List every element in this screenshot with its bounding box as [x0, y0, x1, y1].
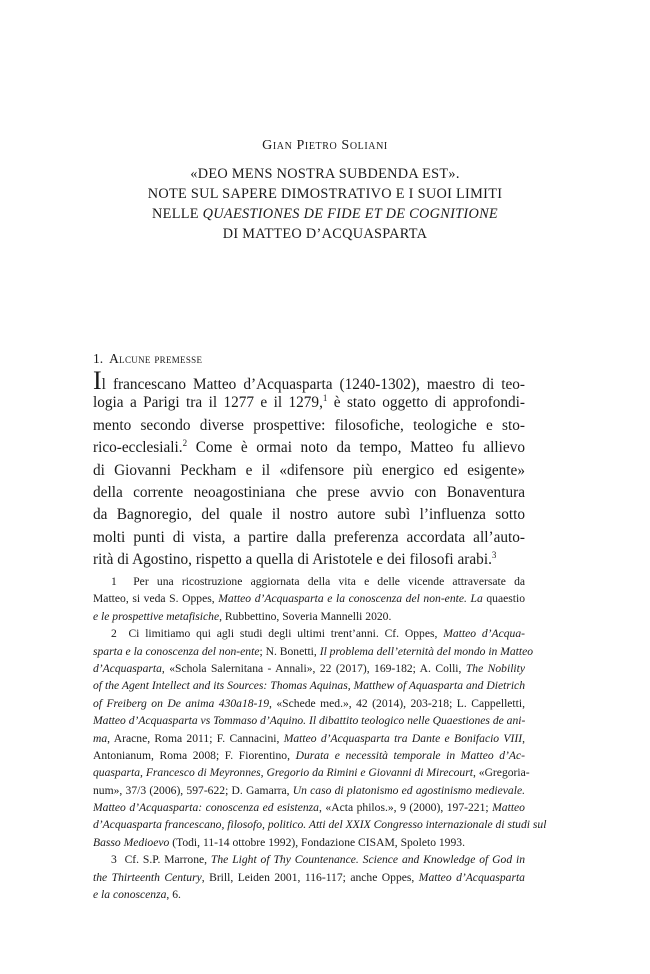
footnote-line	[93, 590, 525, 607]
body-line-text: rico-ecclesiali.	[93, 439, 183, 457]
footnote-italic: e la conoscenza	[93, 888, 167, 902]
footnote-line	[93, 869, 525, 886]
body-line: da Bagnoregio, del quale il nostro autore subì l’influenza sotto	[93, 506, 525, 524]
footnote-italic: Matteo d’Acqua-	[443, 627, 526, 641]
body-paragraph	[93, 366, 525, 572]
footnote-italic: d’Acquasparta	[93, 661, 162, 675]
footnote-italic: Matteo d’Acquasparta e la conoscenza del non-ente. La	[218, 592, 483, 606]
footnote-italic: ma	[93, 731, 108, 745]
section-heading	[93, 350, 202, 367]
footnote-italic: the Thirteenth Century	[93, 870, 202, 884]
footnote-italic: Un caso di platonismo ed agostinismo medievale.	[292, 783, 525, 797]
section-title: Alcune premesse	[109, 351, 203, 366]
body-line-text: rità di Agostino, rispetto a quella di Aristotele e dei filosofi arabi.	[93, 551, 492, 569]
footnote-text: , 6.	[166, 888, 181, 902]
footnote-number: 1	[111, 575, 117, 588]
title-line-1: «DEO MENS NOSTRA SUBDENDA EST».	[190, 166, 460, 182]
footnote-2	[93, 625, 525, 642]
footnote-1	[93, 573, 525, 590]
footnote-ref-1[interactable]: 1	[322, 393, 328, 404]
body-line-text: l francescano Matteo d’Acquasparta (1240-1302), maestro di teo-	[101, 376, 525, 393]
footnote-text: , «Schede med.», 42 (2014), 203-218; L. Cappelletti,	[269, 696, 525, 710]
body-line-text: logia a Parigi tra il 1277 e il 1279,	[93, 394, 323, 412]
section-number: 1.	[93, 351, 104, 366]
title-line-3	[0, 204, 650, 224]
body-line-text: Come è ormai noto da tempo, Matteo fu allievo	[195, 439, 525, 457]
footnote-text: ,	[522, 731, 525, 745]
body-line	[93, 366, 525, 395]
footnote-line	[93, 608, 525, 625]
footnote-line	[93, 730, 525, 747]
footnote-italic: sparta e la conoscenza del non-ente	[93, 644, 260, 658]
body-line: della corrente neoagostiniana che prese avvio con Bonaventura	[93, 483, 525, 501]
body-line	[93, 549, 525, 571]
footnote-line	[93, 816, 547, 833]
footnote-text: , Brill, Leiden 2001, 116-117; anche Oppes,	[201, 870, 419, 884]
footnote-italic: Matteo d’Acquasparta	[418, 870, 525, 884]
footnote-text: Antonianum, Roma 2008; F. Fiorentino,	[93, 748, 296, 762]
footnote-line	[93, 695, 525, 712]
body-line	[93, 437, 525, 459]
footnote-line	[93, 677, 525, 694]
footnote-italic: d’Acquasparta francescano, filosofo, politico. Atti del XXIX Congresso internazionale di studi sul	[93, 818, 547, 832]
body-line: mento secondo diverse prospettive: filosofiche, teologiche e sto-	[93, 416, 525, 434]
footnote-text: (Todi, 11-14 ottobre 1992), Fondazione CISAM, Spoleto 1993.	[169, 835, 465, 849]
footnote-text: Matteo, si veda S. Oppes,	[93, 592, 219, 606]
footnote-italic: Matteo d’Acquasparta: conoscenza ed esistenza	[93, 801, 319, 815]
footnote-italic: of Freiberg on De anima 430a18-19	[93, 696, 270, 710]
footnote-italic: Basso Medioevo	[93, 835, 170, 849]
footnote-3	[93, 851, 525, 868]
footnote-text: , «Gregoria-	[472, 766, 530, 780]
footnote-italic: quasparta, Francesco di Meyronnes, Gregorio da Rimini e Giovanni di Mirecourt	[93, 766, 473, 780]
footnote-text: , Rubbettino, Soveria Mannelli 2020.	[219, 609, 392, 623]
footnote-text: Ci limitiamo qui agli studi degli ultimi trent’anni. Cf. Oppes,	[128, 627, 444, 641]
title-line-3-prefix: NELLE	[152, 206, 203, 222]
footnote-italic: Il problema dell’eternità del mondo in Matteo	[319, 644, 534, 658]
footnote-line	[93, 834, 525, 851]
footnote-text: Cf. S.P. Marrone,	[124, 853, 211, 867]
footnote-line	[93, 799, 525, 816]
footnote-text: num», 37/3 (2006), 597-622; D. Gamarra,	[93, 783, 293, 797]
footnote-text: , «Acta philos.», 9 (2000), 197-221;	[318, 801, 493, 815]
footnote-italic: The Light of Thy Countenance. Science and Knowledge of God in	[210, 853, 526, 867]
footnote-text: , Aracne, Roma 2011; F. Cannacini,	[107, 731, 284, 745]
body-line: molti punti di vista, a partire dalla preferenza accordata all’auto-	[93, 528, 525, 546]
body-line-text: è stato oggetto di approfondi-	[333, 394, 525, 412]
title-line-2: NOTE SUL SAPERE DIMOSTRATIVO E I SUOI LIMITI	[147, 186, 503, 202]
footnote-number: 3	[111, 853, 117, 867]
title-line-3-italic: QUAESTIONES DE FIDE ET DE COGNITIONE	[202, 206, 498, 222]
footnote-italic: The Nobility	[465, 661, 525, 675]
footnote-italic: e le prospettive metafisiche	[93, 609, 220, 623]
body-line: di Giovanni Peckham e il «difensore più energico ed esigente»	[93, 461, 525, 479]
footnote-line	[93, 712, 525, 729]
footnote-italic: Matteo	[492, 801, 525, 815]
footnote-number: 2	[111, 627, 117, 641]
footnote-line	[93, 886, 525, 903]
footnote-text: Per una ricostruzione aggiornata della vita e delle vicende attraversate da	[133, 575, 526, 588]
footnote-line	[93, 764, 530, 781]
footnote-italic: Matteo d’Acquasparta tra Dante e Bonifacio VIII	[283, 731, 523, 745]
footnote-ref-3[interactable]: 3	[491, 550, 497, 561]
footnote-text: ; N. Bonetti,	[259, 644, 320, 658]
footnote-italic: Matteo d’Acquasparta vs Tommaso d’Aquino. Il dibattito teologico nelle Quaestiones de ani-	[93, 714, 526, 728]
body-line	[93, 392, 525, 414]
footnote-text: quaestio	[482, 592, 525, 606]
footnote-text: , «Schola Salernitana - Annali», 22 (2017), 169-182; A. Colli,	[161, 661, 466, 675]
drop-cap: I	[93, 366, 102, 395]
footnote-italic: of the Agent Intellect and its Sources: Thomas Aquinas, Matthew of Aquasparta and Dietrich	[93, 679, 525, 693]
author-name: Gian Pietro Soliani	[262, 138, 388, 153]
footnote-line	[93, 782, 525, 799]
footnote-line	[93, 643, 534, 660]
footnotes	[93, 573, 547, 903]
footnote-italic: Durata e necessità temporale in Matteo d’Ac-	[295, 748, 525, 762]
footnote-line	[93, 747, 525, 764]
article-title	[0, 164, 650, 244]
title-line-4: DI MATTEO D’ACQUASPARTA	[222, 226, 428, 242]
footnote-ref-2[interactable]: 2	[182, 438, 188, 449]
footnote-line	[93, 660, 525, 677]
